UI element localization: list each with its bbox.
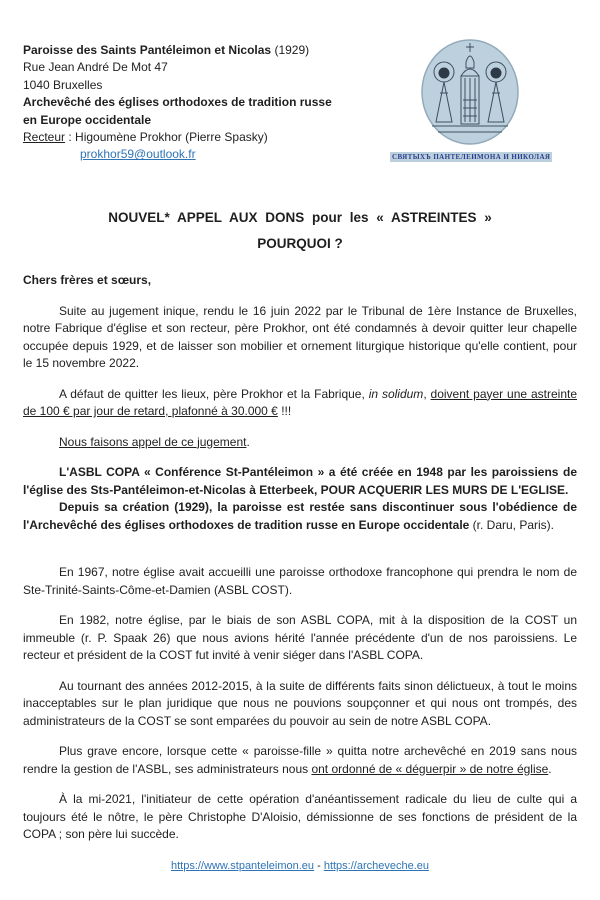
footer: [0, 860, 600, 872]
rector-name: : Higoumène Prokhor (Pierre Spasky): [65, 130, 268, 145]
org-founding-year: (1929): [271, 43, 310, 57]
paragraph: [23, 743, 577, 778]
rector-email-line: [80, 146, 388, 163]
text-run: ,: [423, 386, 431, 401]
address-street: Rue Jean André De Mot 47: [23, 60, 168, 75]
seal-caption: СВЯТЫХЪ ПАНТЕЛЕИМОНА И НИКОЛАЯ: [392, 153, 551, 161]
body-paragraphs: [23, 303, 577, 844]
paragraph: [23, 434, 577, 452]
document-title: [0, 205, 600, 257]
church-seal-icon: [418, 38, 522, 146]
text-run: En 1967, notre église avait accueilli une paroisse orthodoxe francophone qui prendra le nom de Ste-Trinité-Saints-Côme-et-Damien (ASBL COST).: [23, 565, 577, 597]
text-run: !!!: [277, 404, 292, 418]
text-run: A défaut de quitter les lieux, père Prokhor et la Fabrique,: [59, 386, 369, 401]
text-run: À la mi-2021, l'initiateur de cette opération d'anéantissement radicale du lieu de culte qui a toujours été le nôtre, le père Christophe D'Aloisio, démissionne de ses fonctions de président de la COPA ; son père lui succède.: [23, 792, 577, 841]
text-run: Plus grave encore, lorsque cette « paroisse-fille » quitta notre archevêché en 2019 sans nous rendre la gestion de l'ASBL, ses administrateurs nous: [23, 744, 577, 776]
text-run: Suite au jugement inique, rendu le 16 juin 2022 par le Tribunal de 1ère Instance de Bruxelles, notre Fabrique d'église et son recteur, père Prokhor, ont été condamnés à devoir quitter leur chapelle occupée depuis 1929, et de laisser son mobilier et ornement liturgique historique qu'elle contient, pour le 15 novembre 2022.: [23, 303, 577, 370]
archdiocese-line-1: Archevêché des églises orthodoxes de tradition russe: [23, 95, 332, 110]
footer-link-parish[interactable]: https://www.stpanteleimon.eu: [170, 860, 315, 872]
text-run: Depuis sa création (1929), la paroisse est restée sans discontinuer sous l'obédience de l'Archevêché des églises orthodoxes de tradition russe en Europe occidentale: [23, 500, 577, 532]
paragraph: [23, 464, 577, 499]
text-run: En 1982, notre église, par le biais de son ASBL COPA, mit à la disposition de la COST un immeuble (r. P. Spaak 26) que nous avions hérité l'année précédente d'un de nos paroissiens. Le recteur et président de la COST fut invité à venir siéger dans l'ASBL COPA.: [23, 613, 577, 662]
footer-link-archdiocese[interactable]: https://archeveche.eu: [323, 860, 430, 872]
text-run: doivent payer une astreinte de 100 € par jour de retard, plafonné à 30.000 €: [23, 386, 577, 418]
org-name: Paroisse des Saints Pantéleimon et Nicolas: [23, 43, 272, 57]
rector-email-link[interactable]: prokhor59@outlook.fr: [80, 147, 196, 162]
title-line-1: NOUVEL* APPEL AUX DONS pour les « ASTREINTES »: [108, 210, 492, 225]
text-run: .: [246, 434, 250, 449]
paragraph: [23, 612, 577, 665]
parish-seal: [390, 38, 550, 164]
archdiocese-line-2: en Europe occidentale: [23, 112, 152, 127]
paragraph: [23, 678, 577, 731]
org-name-line: [23, 42, 388, 59]
address-city: 1040 Bruxelles: [23, 77, 103, 92]
text-run: in solidum: [368, 386, 424, 401]
paragraph: [23, 303, 577, 373]
letter-body: [23, 272, 577, 844]
text-run: Nous faisons appel de ce jugement: [59, 434, 247, 449]
text-run: L'ASBL COPA « Conférence St-Pantéleimon » a été créée en 1948 par les paroissiens de l'église des Sts-Pantéleimon-et-Nicolas à Etterbeek, POUR ACQUERIR LES MURS DE L'EGLISE.: [23, 465, 577, 497]
paragraph: [23, 499, 577, 534]
paragraph: [23, 386, 577, 421]
footer-separator: -: [314, 860, 324, 872]
title-line-2: POURQUOI ?: [257, 236, 343, 251]
letterhead: [23, 42, 388, 164]
paragraph: [23, 791, 577, 844]
paragraph: [23, 564, 577, 599]
salutation: Chers frères et sœurs,: [23, 273, 152, 287]
text-run: (r. Daru, Paris).: [469, 517, 555, 532]
text-run: Au tournant des années 2012-2015, à la suite de différents faits sinon délictueux, à tout le moins inacceptables sur le plan juridique que nous ne pouvions soupçonner et qui nous ont trompés, des administrateurs de la COST se sont emparées du pouvoir au sein de notre ASBL COPA.: [23, 678, 577, 728]
rector-label: Recteur: [23, 130, 66, 145]
text-run: ont ordonné de « déguerpir » de notre église: [311, 761, 549, 776]
rector-line: [23, 129, 388, 146]
text-run: .: [548, 761, 552, 776]
